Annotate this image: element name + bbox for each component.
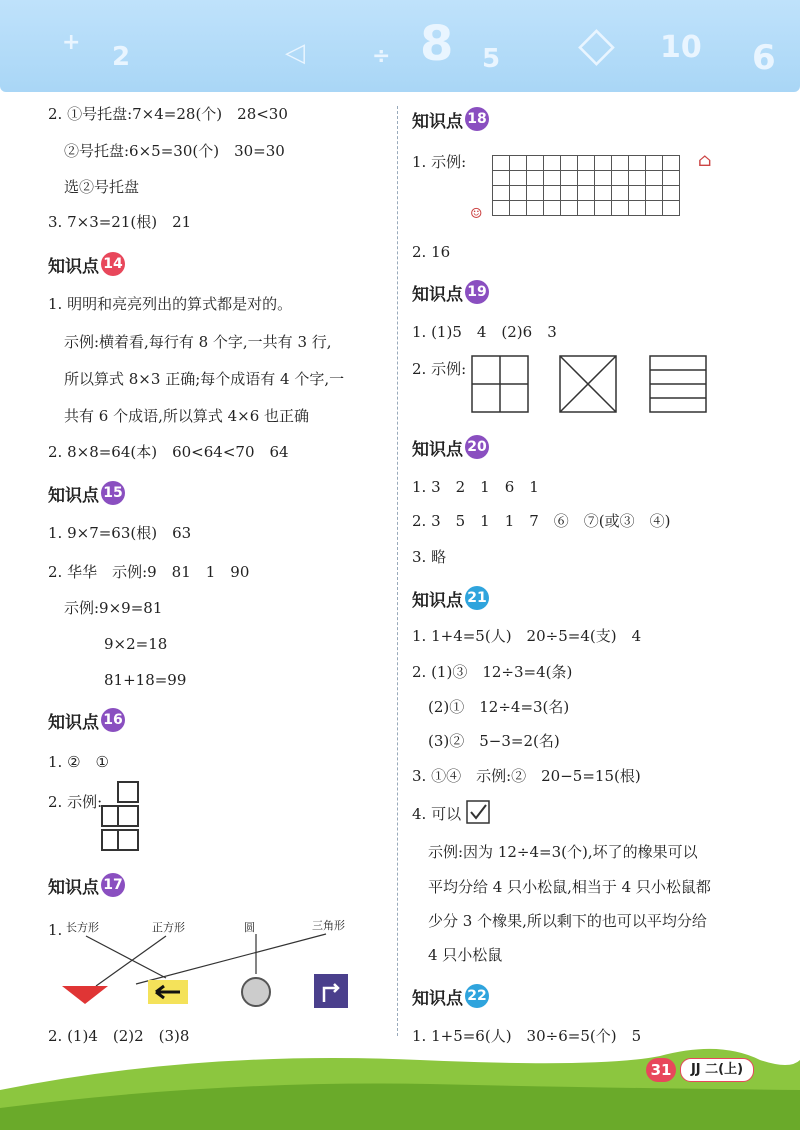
answer-line: 2. 华华 示例:9 81 1 90 xyxy=(48,563,250,581)
section-heading-14 xyxy=(48,251,125,277)
column-divider xyxy=(397,106,398,1036)
shape-label-circle: 圆 xyxy=(244,921,255,934)
answer-line: (2)① 12÷4=3(名) xyxy=(428,698,570,716)
answer-line: 1. (1)5 4 (2)6 3 xyxy=(412,323,557,341)
answer-line: 少分 3 个橡果,所以剩下的也可以平均分给 xyxy=(428,912,707,930)
shape-label-rectangle: 长方形 xyxy=(66,921,99,934)
answer-line: 1. xyxy=(48,921,63,939)
answer-line: 3. 7×3=21(根) 21 xyxy=(48,213,192,231)
section-label: 知识点 xyxy=(412,111,463,132)
house-icon: ⌂ xyxy=(698,150,712,171)
answer-line: 2. (1)4 (2)2 (3)8 xyxy=(48,1027,190,1045)
maze-grid xyxy=(492,155,680,216)
answer-line: 1. 9×7=63(根) 63 xyxy=(48,524,192,542)
section-number-badge: 21 xyxy=(465,586,489,610)
answer-line: 示例:横着看,每行有 8 个字,一共有 3 行, xyxy=(64,333,332,351)
section-heading-19 xyxy=(412,279,489,305)
answer-line: 2. 8×8=64(本) 60<64<70 64 xyxy=(48,443,289,461)
answer-line: ②号托盘:6×5=30(个) 30=30 xyxy=(64,142,285,160)
square-sign xyxy=(314,974,348,1008)
shape-label-triangle: 三角形 xyxy=(312,919,345,932)
answer-line: 3. ①④ 示例:② 20−5=15(根) xyxy=(412,767,641,785)
answer-line: 2. (1)③ 12÷3=4(条) xyxy=(412,663,573,681)
section-label: 知识点 xyxy=(412,988,463,1009)
character-icon: ☺ xyxy=(470,206,483,222)
section-heading-17 xyxy=(48,872,125,898)
section-number-badge: 19 xyxy=(465,280,489,304)
answer-line: 1. 明明和亮亮列出的算式都是对的。 xyxy=(48,295,293,313)
answer-line: 所以算式 8×3 正确;每个成语有 4 个字,一 xyxy=(64,370,345,388)
section-number-badge: 15 xyxy=(101,481,125,505)
answer-line: 平均分给 4 只小松鼠,相当于 4 只小松鼠都 xyxy=(428,878,711,896)
answer-line: 2. 示例: xyxy=(48,793,103,811)
cube-net-figure xyxy=(100,780,142,856)
answer-line: 1. 1+4=5(人) 20÷5=4(支) 4 xyxy=(412,627,642,645)
section-label: 知识点 xyxy=(48,485,99,506)
section-heading-21 xyxy=(412,585,489,611)
page-number-badge: 31 xyxy=(646,1058,676,1082)
section-label: 知识点 xyxy=(48,877,99,898)
answer-line: 共有 6 个成语,所以算式 4×6 也正确 xyxy=(64,407,310,425)
section-heading-15 xyxy=(48,480,125,506)
answer-line: 选②号托盘 xyxy=(64,178,140,196)
answer-line: 4. 可以 xyxy=(412,805,462,823)
answer-line: 1. 示例: xyxy=(412,153,467,171)
answer-line: 1. ② ① xyxy=(48,753,109,771)
digit-deco-icon: 6 xyxy=(752,38,776,78)
section-number-badge: 22 xyxy=(465,984,489,1008)
divide-deco-icon: ÷ xyxy=(372,44,391,69)
digit-deco-icon: 2 xyxy=(112,42,131,72)
section-heading-18 xyxy=(412,106,489,132)
section-label: 知识点 xyxy=(48,256,99,277)
section-number-badge: 17 xyxy=(101,873,125,897)
answer-line: 2. 3 5 1 1 7 ⑥ ⑦(或③ ④) xyxy=(412,512,671,530)
answer-line: (3)② 5−3=2(名) xyxy=(428,732,560,750)
answer-line: 81+18=99 xyxy=(104,671,187,689)
triangle-deco-icon: ◁ xyxy=(285,38,305,68)
answer-line: 2. 16 xyxy=(412,243,451,261)
section-number-badge: 20 xyxy=(465,435,489,459)
shape-label-square: 正方形 xyxy=(152,921,185,934)
section-label: 知识点 xyxy=(412,439,463,460)
section-heading-16 xyxy=(48,707,125,733)
checkmark-box-icon xyxy=(466,800,490,824)
digit-deco-icon: 10 xyxy=(660,30,702,65)
section-number-badge: 18 xyxy=(465,107,489,131)
answer-line: 2. ①号托盘:7×4=28(个) 28<30 xyxy=(48,105,288,123)
shape-matching-figure xyxy=(56,928,366,1012)
diamond-deco-icon: ◇ xyxy=(578,16,615,72)
triangle-shape xyxy=(62,986,108,1004)
section-heading-20 xyxy=(412,434,489,460)
section-number-badge: 14 xyxy=(101,252,125,276)
section-label: 知识点 xyxy=(48,712,99,733)
circle-coin xyxy=(242,978,270,1006)
answer-line: 示例:9×9=81 xyxy=(64,599,163,617)
answer-line: 1. 1+5=6(人) 30÷6=5(个) 5 xyxy=(412,1027,642,1045)
section-heading-22 xyxy=(412,983,489,1009)
answer-line: 3. 略 xyxy=(412,548,447,566)
section-label: 知识点 xyxy=(412,590,463,611)
section-label: 知识点 xyxy=(412,284,463,305)
square-division-figures xyxy=(470,354,750,416)
answer-line: 4 只小松鼠 xyxy=(428,946,503,964)
answer-line: 2. 示例: xyxy=(412,360,467,378)
answer-line: 1. 3 2 1 6 1 xyxy=(412,478,539,496)
edition-label: JJ 二(上) xyxy=(680,1058,754,1082)
header-banner xyxy=(0,0,800,92)
section-number-badge: 16 xyxy=(101,708,125,732)
answer-line: 9×2=18 xyxy=(104,635,168,653)
answer-line: 示例:因为 12÷4=3(个),坏了的橡果可以 xyxy=(428,843,698,861)
digit-deco-icon: 8 xyxy=(420,16,454,72)
plus-deco-icon: + xyxy=(62,30,81,55)
digit-deco-icon: 5 xyxy=(482,44,501,74)
